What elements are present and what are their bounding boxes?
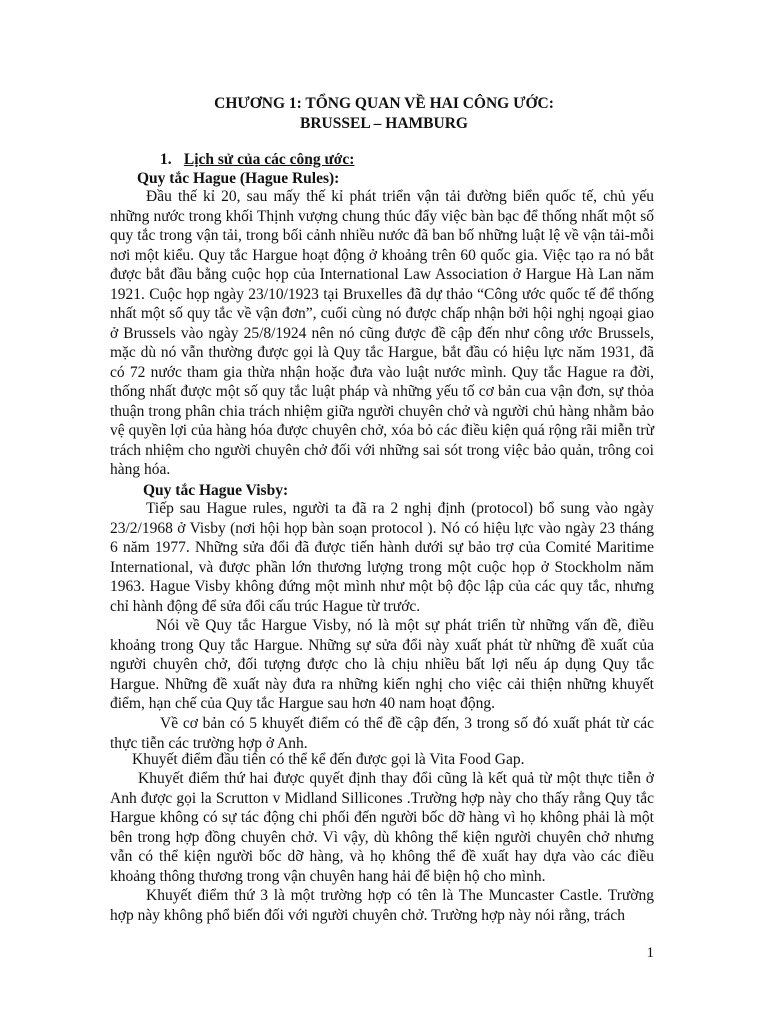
paragraph-second-defect: Khuyết điểm thứ hai được quyết định thay đổi cũng là kết quả từ một thực tiễn ở Anh được gọi la Scrutton v Midland Sillicones .Trường hợp này cho thấy rằng Quy tắc Hargue không có sự tác động chi phối đến người bốc dỡ hàng vì họ không phải là một bên trong hợp đồng chuyên chở. Vì vậy, dù không thể kiện người chuyên chở nhưng vẫn có thể kiện người bốc dỡ hàng, và họ không thể đề xuất hay dựa vào các điều khoảng thông thương trong vận chuyên hang hải để biện hộ cho mình. — [110, 770, 654, 885]
subheading-hague-rules: Quy tắc Hague (Hague Rules): — [137, 170, 340, 187]
paragraph-hague-visby-intro: Tiếp sau Hague rules, người ta đã ra 2 nghị định (protocol) bổ sung vào ngày 23/2/1968 ở Visby (nơi hội họp bàn soạn protocol ). Nó có hiệu lực vào ngày 23 tháng 6 năm 1977. Những sửa đổi đã được tiến hành dưới sự bảo trợ của Comité Maritime International, và được phần lớn thương lượng trong một cuộc họp ở Stockholm năm 1963. Hague Visby không đứng một mình như một bộ độc lập của các quy tắc, nhưng chỉ hành động để sửa đổi cấu trúc Hague từ trước. — [110, 500, 654, 615]
subheading-hague-visby: Quy tắc Hague Visby: — [143, 482, 289, 499]
chapter-title: CHƯƠNG 1: TỔNG QUAN VỀ HAI CÔNG ƯỚC: — [214, 95, 554, 112]
paragraph-hague-visby-development: Nói về Quy tắc Hargue Visby, nó là một sự phát triển từ những vấn đề, điều khoảng trong Quy tắc Hargue. Những sự sửa đổi này xuất phát từ những đề xuất của người chuyên chở, đối tượng được cho là chịu nhiều bất lợi nếu áp dụng Quy tắc Hargue. Những đề xuất này đưa ra những kiến nghị cho việc cải thiện những khuyết điểm, hạn chế của Quy tắc Hargue sau hơn 40 nam hoạt động. — [110, 617, 654, 712]
section-title: Lịch sử của các công ước: — [183, 151, 355, 168]
paragraph-first-defect: Khuyết điểm đầu tiên có thể kể đến được gọi là Vita Food Gap. — [132, 751, 525, 768]
paragraph-hague-rules: Đầu thế kỉ 20, sau mấy thế kỉ phát triển vận tải đường biển quốc tế, chủ yếu những nước trong khối Thịnh vượng chung thúc đẩy việc bàn bạc để thống nhất một số quy tắc trong vận tải, trong bối cảnh nhiều nước đã ban bố những luật lệ về vận tải-mỗi nơi một kiểu. Quy tắc Hargue hoạt động ở khoảng trên 60 quốc gia. Việc tạo ra nó bắt được bắt đầu bằng cuộc họp của International Law Association ở Hargue Hà Lan năm 1921. Cuộc họp ngày 23/10/1923 tại Bruxelles đã dự thảo “Công ước quốc tế để thống nhất một số quy tắc về vận đơn”, cuối cùng nó được chấp nhận bởi hội nghị ngoại giao ở Brussels vào ngày 25/8/1924 nên nó cũng được đề cập đến như công ước Brussels, mặc dù nó vẫn thường được gọi là Quy tắc Hargue, bắt đầu có hiệu lực năm 1931, đã có 72 nước tham gia thừa nhận hoặc đưa vào luật nước mình. Quy tắc Hague ra đời, thống nhất được một số quy tắc luật pháp và những yếu tố cơ bản cua vận đơn, sự thỏa thuận trong phân chia trách nhiệm giữa người chuyên chở và người chủ hàng nhằm bảo vệ quyền lợi của hàng hóa được chuyên chở, xóa bỏ các điều kiện quá rộng rãi miễn trừ trách nhiệm cho người chuyên chở đối với những sai sót trong việc bảo quản, trông coi hàng hóa. — [110, 188, 654, 478]
chapter-subtitle: BRUSSEL – HAMBURG — [300, 115, 468, 132]
paragraph-five-defects: Về cơ bản có 5 khuyết điểm có thể đề cập đến, 3 trong số đó xuất phát từ các thực tiễn các trường hợp ở Anh. — [110, 715, 654, 752]
section-heading — [160, 150, 354, 170]
paragraph-third-defect: Khuyết điểm thứ 3 là một trường hợp có tên là The Muncaster Castle. Trường hợp này không phổ biến đối với người chuyên chở. Trường hợp này nói rằng, trách — [110, 887, 654, 924]
page-number: 1 — [646, 945, 654, 961]
section-number: 1. — [160, 151, 172, 168]
